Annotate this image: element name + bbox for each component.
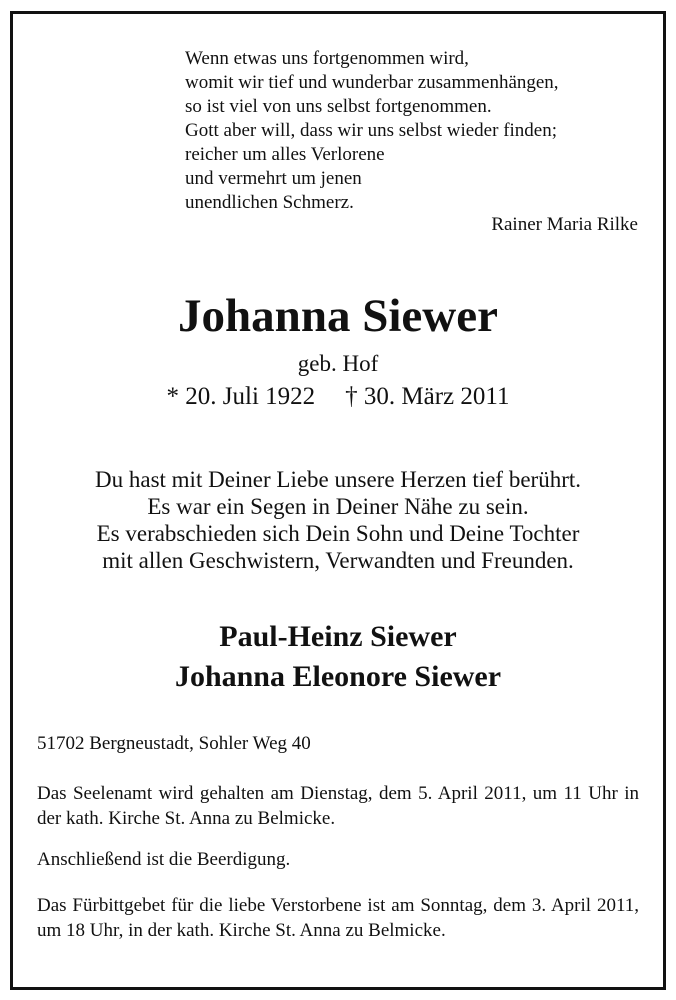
life-dates xyxy=(0,381,676,413)
poem-line: Wenn etwas uns fortgenommen wird, xyxy=(185,48,469,69)
farewell-message xyxy=(0,466,676,574)
birth-date: * 20. Juli 1922 xyxy=(166,383,316,410)
message-line: mit allen Geschwistern, Verwandten und Freunden. xyxy=(102,548,574,573)
death-date: † 30. März 2011 xyxy=(345,383,510,410)
deceased-name: Johanna Siewer xyxy=(178,290,498,342)
poem xyxy=(185,47,559,215)
poem-line: womit wir tief und wunderbar zusammenhängen, xyxy=(185,72,559,93)
poem-author: Rainer Maria Rilke xyxy=(491,214,638,235)
mourner-name: Johanna Eleonore Siewer xyxy=(174,660,502,693)
prayer-notice: Das Fürbittgebet für die liebe Verstorbene ist am Sonntag, dem 3. April 2011, um 18 Uhr, in der kath. Kirche St. Anna zu Belmicke. xyxy=(37,895,639,941)
poem-line: und vermehrt um jenen xyxy=(185,168,362,189)
poem-line: so ist viel von uns selbst fortgenommen. xyxy=(185,96,492,117)
poem-line: unendlichen Schmerz. xyxy=(185,192,354,213)
poem-line: reicher um alles Verlorene xyxy=(185,144,385,165)
message-line: Es war ein Segen in Deiner Nähe zu sein. xyxy=(147,494,529,519)
mourner-name: Paul-Heinz Siewer xyxy=(219,620,457,653)
mourners xyxy=(0,617,676,697)
message-line: Du hast mit Deiner Liebe unsere Herzen tief berührt. xyxy=(95,467,581,492)
poem-line: Gott aber will, dass wir uns selbst wieder finden; xyxy=(185,120,558,141)
requiem-notice: Das Seelenamt wird gehalten am Dienstag, dem 5. April 2011, um 11 Uhr in der kath. Kirche St. Anna zu Belmicke. xyxy=(37,783,639,829)
birth-name: geb. Hof xyxy=(297,351,379,376)
burial-notice: Anschließend ist die Beerdigung. xyxy=(37,849,291,870)
message-line: Es verabschieden sich Dein Sohn und Deine Tochter xyxy=(96,521,580,546)
family-address: 51702 Bergneustadt, Sohler Weg 40 xyxy=(37,733,311,754)
